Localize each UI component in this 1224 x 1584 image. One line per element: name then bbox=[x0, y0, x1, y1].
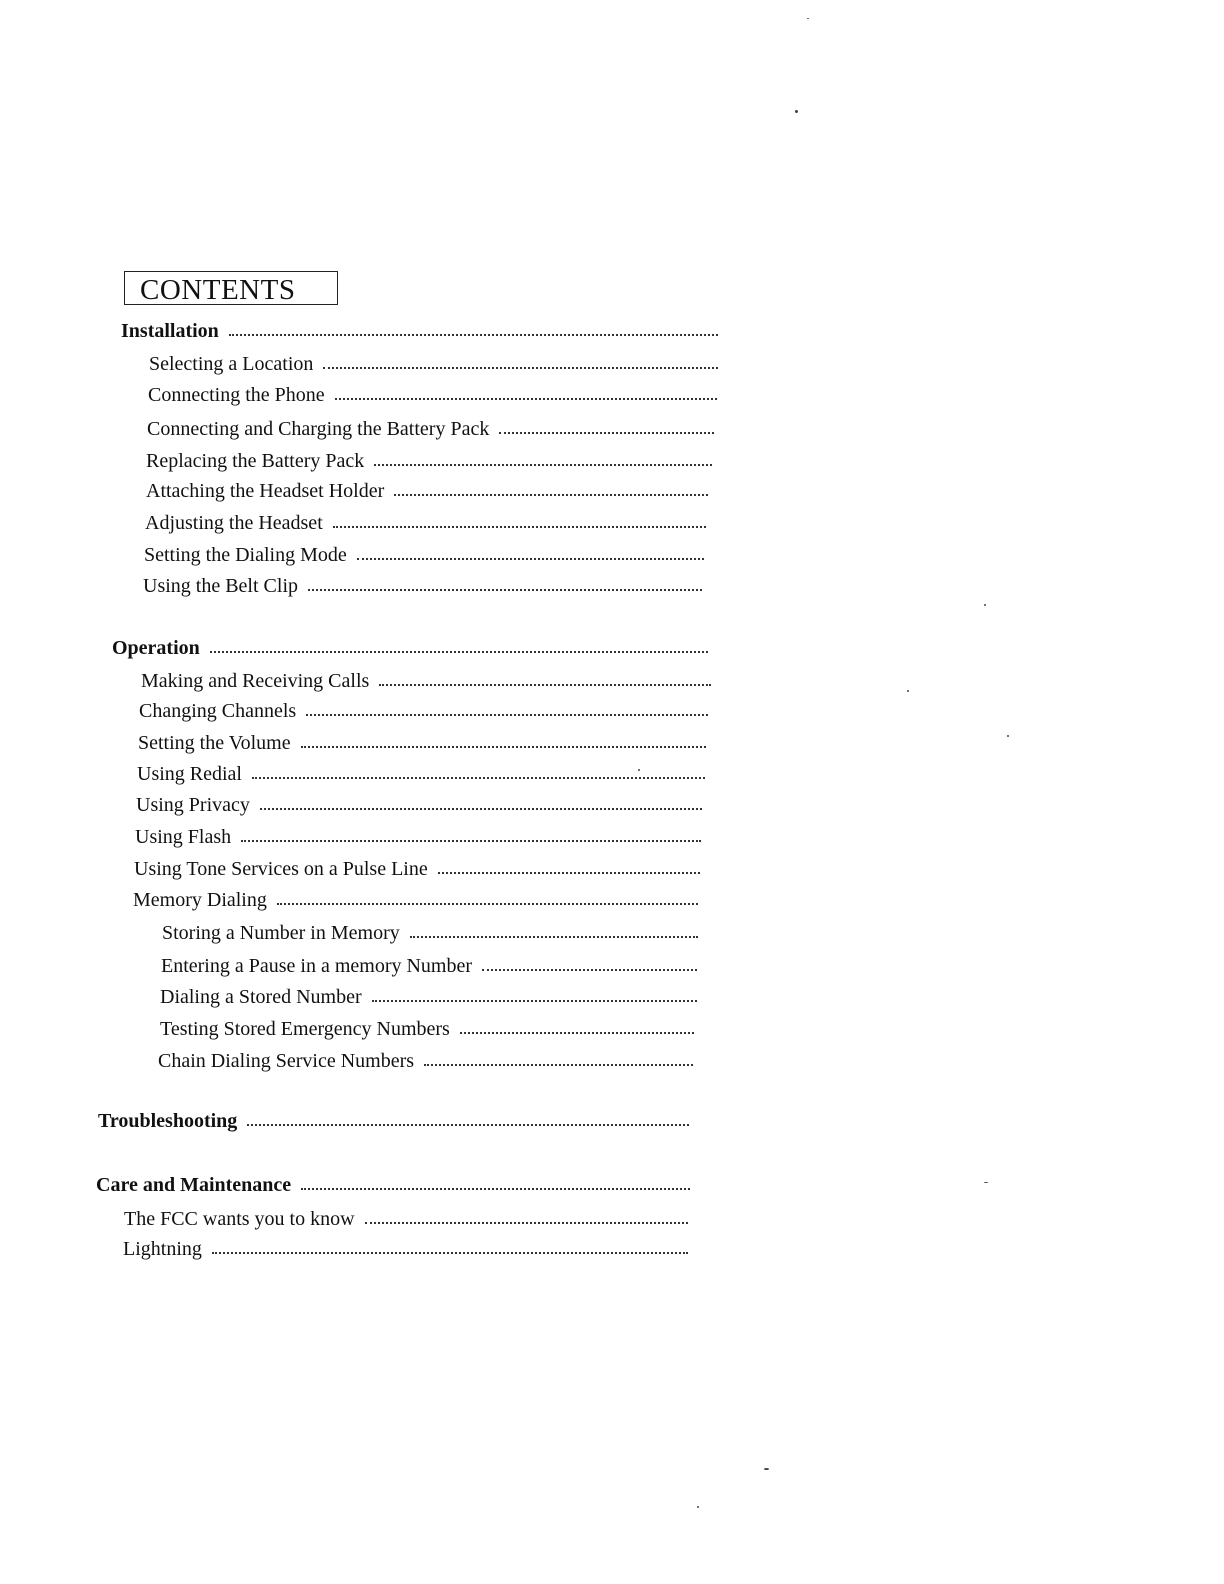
dot-leader bbox=[241, 840, 701, 842]
scan-speck bbox=[795, 110, 798, 113]
toc-entry-label: Chain Dialing Service Numbers bbox=[158, 1050, 415, 1072]
dot-leader bbox=[333, 526, 706, 528]
toc-section-label: Care and Maintenance bbox=[96, 1174, 292, 1196]
toc-entry-label: Adjusting the Headset bbox=[145, 512, 323, 534]
toc-section-label: Operation bbox=[112, 637, 200, 659]
dot-leader bbox=[374, 464, 712, 466]
toc-entry[interactable] bbox=[137, 763, 705, 793]
scan-speck bbox=[907, 690, 909, 692]
dot-leader bbox=[394, 494, 708, 496]
toc-entry-label: Selecting a Location bbox=[149, 353, 314, 375]
toc-entry-label: Using Redial bbox=[137, 763, 242, 785]
toc-section-troubleshooting[interactable] bbox=[98, 1110, 689, 1140]
dot-leader bbox=[372, 1000, 697, 1002]
dot-leader bbox=[260, 808, 702, 810]
toc-entry[interactable] bbox=[158, 1050, 693, 1080]
dot-leader bbox=[323, 367, 718, 369]
scan-speck bbox=[984, 1182, 988, 1183]
scan-speck bbox=[697, 1506, 699, 1508]
toc-entry-label: Storing a Number in Memory bbox=[162, 922, 400, 944]
dot-leader bbox=[499, 432, 714, 434]
dot-leader bbox=[424, 1064, 693, 1066]
toc-entry-label: Using Flash bbox=[135, 826, 232, 848]
toc-entry[interactable] bbox=[146, 450, 712, 480]
toc-section-label: Troubleshooting bbox=[98, 1110, 238, 1132]
toc-entry[interactable] bbox=[141, 670, 711, 700]
toc-entry[interactable] bbox=[139, 700, 708, 730]
toc-entry-label: Replacing the Battery Pack bbox=[146, 450, 365, 472]
scan-speck bbox=[807, 18, 809, 19]
toc-entry[interactable] bbox=[160, 1018, 694, 1048]
toc-entry-label: Using Privacy bbox=[136, 794, 250, 816]
toc-entry-label: The FCC wants you to know bbox=[124, 1208, 355, 1230]
dot-leader bbox=[482, 969, 697, 971]
dot-leader bbox=[210, 651, 708, 653]
dot-leader bbox=[252, 777, 705, 779]
dot-leader bbox=[229, 334, 718, 336]
toc-entry[interactable] bbox=[136, 794, 702, 824]
toc-entry-label: Connecting the Phone bbox=[148, 384, 325, 406]
toc-entry-label: Testing Stored Emergency Numbers bbox=[160, 1018, 450, 1040]
scan-speck bbox=[638, 769, 640, 771]
toc-entry[interactable] bbox=[161, 955, 697, 985]
dot-leader bbox=[357, 558, 704, 560]
dot-leader bbox=[212, 1252, 688, 1254]
dot-leader bbox=[365, 1222, 688, 1224]
toc-entry[interactable] bbox=[144, 544, 704, 574]
dot-leader bbox=[301, 1188, 690, 1190]
toc-entry-label: Using Tone Services on a Pulse Line bbox=[134, 858, 428, 880]
toc-entry-label: Setting the Volume bbox=[138, 732, 291, 754]
toc-entry[interactable] bbox=[138, 732, 706, 762]
dot-leader bbox=[301, 746, 706, 748]
toc-entry-label: Changing Channels bbox=[139, 700, 297, 722]
toc-entry[interactable] bbox=[123, 1238, 688, 1268]
dot-leader bbox=[306, 714, 708, 716]
toc-entry[interactable] bbox=[143, 575, 702, 605]
toc-entry-label: Attaching the Headset Holder bbox=[146, 480, 385, 502]
toc-section-care-and-maintenance[interactable] bbox=[96, 1174, 690, 1204]
dot-leader bbox=[277, 903, 698, 905]
toc-entry[interactable] bbox=[135, 826, 701, 856]
contents-title: CONTENTS bbox=[140, 274, 296, 306]
dot-leader bbox=[460, 1032, 694, 1034]
toc-entry[interactable] bbox=[145, 512, 706, 542]
toc-entry-label: Lightning bbox=[123, 1238, 202, 1260]
dot-leader bbox=[308, 589, 702, 591]
toc-entry[interactable] bbox=[147, 418, 714, 448]
scan-speck bbox=[984, 604, 986, 606]
toc-entry[interactable] bbox=[133, 889, 698, 919]
toc-entry-label: Setting the Dialing Mode bbox=[144, 544, 347, 566]
toc-entry[interactable] bbox=[160, 986, 697, 1016]
dot-leader bbox=[335, 398, 717, 400]
toc-entry-label: Using the Belt Clip bbox=[143, 575, 298, 597]
toc-entry[interactable] bbox=[124, 1208, 688, 1238]
toc-entry-label: Entering a Pause in a memory Number bbox=[161, 955, 473, 977]
dot-leader bbox=[379, 684, 711, 686]
scan-speck bbox=[1007, 735, 1009, 737]
toc-entry[interactable] bbox=[149, 353, 718, 383]
dot-leader bbox=[410, 936, 698, 938]
dot-leader bbox=[438, 872, 700, 874]
toc-entry-label: Dialing a Stored Number bbox=[160, 986, 362, 1008]
toc-entry[interactable] bbox=[134, 858, 700, 888]
toc-entry-label: Memory Dialing bbox=[133, 889, 267, 911]
toc-entry[interactable] bbox=[162, 922, 698, 952]
toc-entry[interactable] bbox=[148, 384, 717, 414]
scan-speck bbox=[764, 1468, 769, 1470]
dot-leader bbox=[247, 1124, 689, 1126]
toc-entry-label: Making and Receiving Calls bbox=[141, 670, 370, 692]
toc-section-label: Installation bbox=[121, 320, 219, 342]
toc-section-operation[interactable] bbox=[112, 637, 708, 667]
toc-section-installation[interactable] bbox=[121, 320, 718, 350]
toc-entry[interactable] bbox=[146, 480, 708, 510]
toc-entry-label: Connecting and Charging the Battery Pack bbox=[147, 418, 490, 440]
